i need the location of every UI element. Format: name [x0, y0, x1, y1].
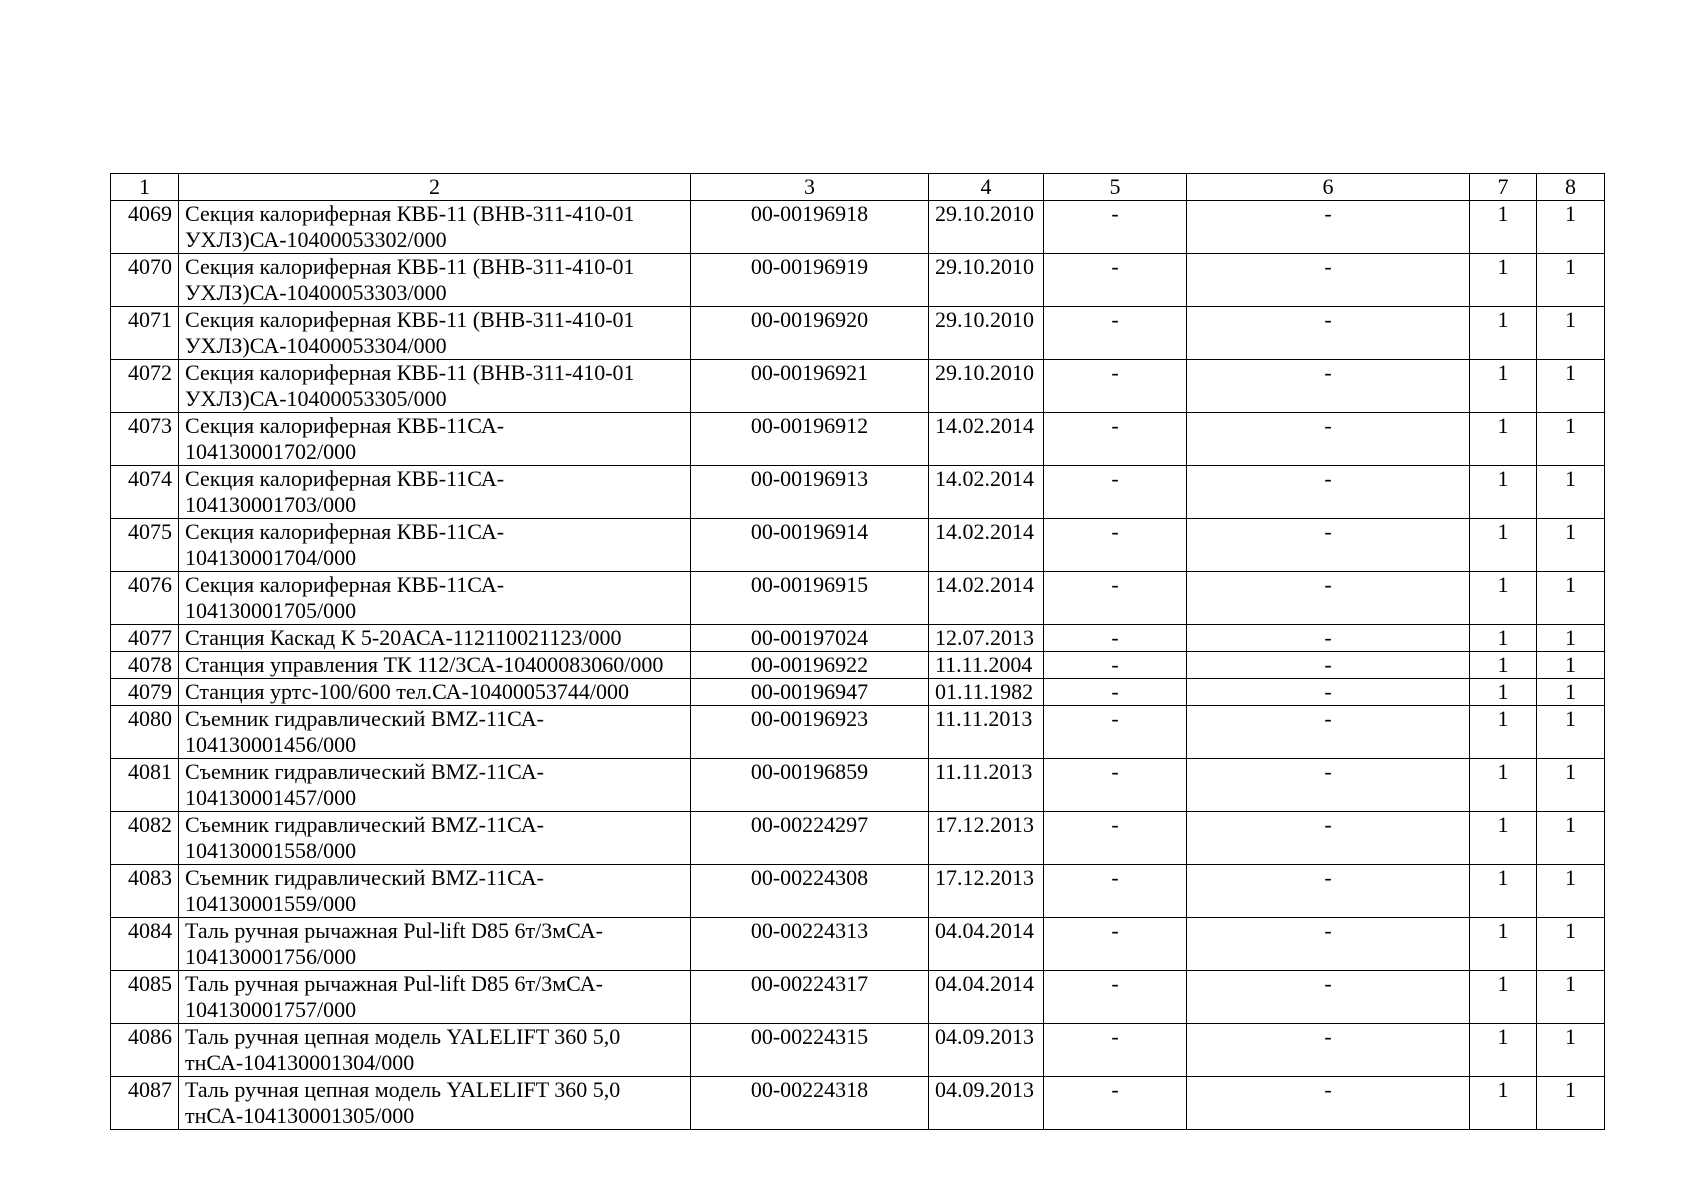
table-row	[111, 706, 1605, 759]
item-name	[179, 1024, 691, 1077]
column-5-cell: -	[1044, 652, 1187, 679]
date-cell: 04.09.2013	[929, 1077, 1044, 1130]
item-name	[179, 254, 691, 307]
date-cell: 17.12.2013	[929, 865, 1044, 918]
column-8-cell: 1	[1537, 918, 1605, 971]
column-8-cell: 1	[1537, 466, 1605, 519]
row-number: 4085	[111, 971, 179, 1024]
item-name-line-2: УХЛЗ)СА-10400053303/000	[185, 280, 447, 305]
date-cell: 14.02.2014	[929, 519, 1044, 572]
item-name-line-1: Секция калориферная КВБ-11СА-	[185, 413, 505, 438]
table-row	[111, 679, 1605, 706]
column-6-cell: -	[1187, 360, 1470, 413]
item-name-line-2: 104130001756/000	[185, 944, 357, 969]
table-row	[111, 466, 1605, 519]
inventory-number: 00-00196921	[691, 360, 929, 413]
column-7-cell: 1	[1470, 201, 1537, 254]
table-row	[111, 519, 1605, 572]
table-row	[111, 652, 1605, 679]
table-body	[111, 201, 1605, 1130]
date-cell: 11.11.2013	[929, 759, 1044, 812]
column-6-cell: -	[1187, 1077, 1470, 1130]
column-6-cell: -	[1187, 918, 1470, 971]
date-cell: 12.07.2013	[929, 625, 1044, 652]
row-number: 4073	[111, 413, 179, 466]
inventory-number: 00-00196915	[691, 572, 929, 625]
item-name-line-1: Секция калориферная КВБ-11СА-	[185, 519, 505, 544]
row-number: 4086	[111, 1024, 179, 1077]
item-name-line-2: 104130001457/000	[185, 785, 357, 810]
inventory-number: 00-00196914	[691, 519, 929, 572]
date-cell: 29.10.2010	[929, 201, 1044, 254]
column-6-cell: -	[1187, 519, 1470, 572]
column-5-cell: -	[1044, 254, 1187, 307]
item-name-line-2: тнСА-104130001305/000	[185, 1103, 415, 1128]
column-6-cell: -	[1187, 679, 1470, 706]
inventory-number: 00-00196913	[691, 466, 929, 519]
column-5-cell: -	[1044, 812, 1187, 865]
row-number: 4076	[111, 572, 179, 625]
table-row	[111, 572, 1605, 625]
inventory-number: 00-00196918	[691, 201, 929, 254]
item-name	[179, 413, 691, 466]
item-name-line-2: 104130001702/000	[185, 439, 357, 464]
inventory-number: 00-00196947	[691, 679, 929, 706]
row-number: 4075	[111, 519, 179, 572]
column-5-cell: -	[1044, 360, 1187, 413]
column-6-cell: -	[1187, 572, 1470, 625]
row-number: 4087	[111, 1077, 179, 1130]
column-8-cell: 1	[1537, 759, 1605, 812]
column-8-cell: 1	[1537, 1024, 1605, 1077]
item-name-line-1: Станция управления ТК 112/3СА-10400083060/000	[185, 652, 664, 677]
column-6-cell: -	[1187, 413, 1470, 466]
table-row	[111, 254, 1605, 307]
date-cell: 11.11.2004	[929, 652, 1044, 679]
column-7-cell: 1	[1470, 679, 1537, 706]
item-name	[179, 865, 691, 918]
row-number: 4078	[111, 652, 179, 679]
date-cell: 11.11.2013	[929, 706, 1044, 759]
column-5-cell: -	[1044, 413, 1187, 466]
item-name-line-2: 104130001559/000	[185, 891, 357, 916]
header-cell-8: 8	[1537, 174, 1605, 201]
column-7-cell: 1	[1470, 307, 1537, 360]
column-5-cell: -	[1044, 572, 1187, 625]
column-6-cell: -	[1187, 865, 1470, 918]
inventory-number: 00-00196923	[691, 706, 929, 759]
column-8-cell: 1	[1537, 652, 1605, 679]
item-name-line-1: Секция калориферная КВБ-11СА-	[185, 466, 505, 491]
table-row	[111, 1024, 1605, 1077]
item-name-line-1: Секция калориферная КВБ-11 (ВНВ-311-410-01	[185, 360, 635, 385]
header-cell-3: 3	[691, 174, 929, 201]
table-row	[111, 1077, 1605, 1130]
item-name-line-1: Секция калориферная КВБ-11СА-	[185, 572, 505, 597]
item-name	[179, 572, 691, 625]
date-cell: 04.09.2013	[929, 1024, 1044, 1077]
row-number: 4081	[111, 759, 179, 812]
column-5-cell: -	[1044, 307, 1187, 360]
item-name	[179, 201, 691, 254]
item-name-line-1: Съемник гидравлический BMZ-11СА-	[185, 812, 544, 837]
column-8-cell: 1	[1537, 971, 1605, 1024]
table-row	[111, 201, 1605, 254]
item-name-line-2: УХЛЗ)СА-10400053304/000	[185, 333, 447, 358]
column-6-cell: -	[1187, 1024, 1470, 1077]
column-7-cell: 1	[1470, 706, 1537, 759]
column-7-cell: 1	[1470, 572, 1537, 625]
column-7-cell: 1	[1470, 360, 1537, 413]
column-6-cell: -	[1187, 759, 1470, 812]
date-cell: 29.10.2010	[929, 254, 1044, 307]
column-8-cell: 1	[1537, 201, 1605, 254]
item-name-line-1: Съемник гидравлический BMZ-11СА-	[185, 759, 544, 784]
item-name	[179, 652, 691, 679]
date-cell: 29.10.2010	[929, 307, 1044, 360]
item-name-line-1: Таль ручная рычажная Pul-lift D85 6т/3мСА-	[185, 918, 603, 943]
date-cell: 01.11.1982	[929, 679, 1044, 706]
column-8-cell: 1	[1537, 706, 1605, 759]
item-name-line-1: Съемник гидравлический BMZ-11СА-	[185, 865, 544, 890]
column-6-cell: -	[1187, 201, 1470, 254]
inventory-number: 00-00224313	[691, 918, 929, 971]
item-name	[179, 625, 691, 652]
row-number: 4069	[111, 201, 179, 254]
item-name	[179, 466, 691, 519]
inventory-number: 00-00196912	[691, 413, 929, 466]
column-8-cell: 1	[1537, 360, 1605, 413]
item-name-line-2: 104130001757/000	[185, 997, 357, 1022]
item-name	[179, 812, 691, 865]
column-6-cell: -	[1187, 254, 1470, 307]
column-5-cell: -	[1044, 971, 1187, 1024]
column-8-cell: 1	[1537, 254, 1605, 307]
column-5-cell: -	[1044, 1077, 1187, 1130]
inventory-number: 00-00196859	[691, 759, 929, 812]
row-number: 4082	[111, 812, 179, 865]
row-number: 4074	[111, 466, 179, 519]
header-cell-4: 4	[929, 174, 1044, 201]
column-7-cell: 1	[1470, 625, 1537, 652]
column-8-cell: 1	[1537, 519, 1605, 572]
column-5-cell: -	[1044, 625, 1187, 652]
column-5-cell: -	[1044, 466, 1187, 519]
column-7-cell: 1	[1470, 466, 1537, 519]
inventory-number: 00-00224297	[691, 812, 929, 865]
table-row	[111, 759, 1605, 812]
table-row	[111, 307, 1605, 360]
column-7-cell: 1	[1470, 1024, 1537, 1077]
column-7-cell: 1	[1470, 971, 1537, 1024]
item-name-line-1: Станция Каскад К 5-20АСА-112110021123/000	[185, 625, 622, 650]
column-6-cell: -	[1187, 466, 1470, 519]
table-row	[111, 865, 1605, 918]
table-row	[111, 360, 1605, 413]
item-name-line-2: 104130001703/000	[185, 492, 357, 517]
inventory-number: 00-00224308	[691, 865, 929, 918]
item-name-line-2: 104130001456/000	[185, 732, 357, 757]
header-row	[111, 174, 1605, 201]
column-6-cell: -	[1187, 652, 1470, 679]
item-name	[179, 759, 691, 812]
column-5-cell: -	[1044, 706, 1187, 759]
item-name-line-2: 104130001704/000	[185, 545, 357, 570]
inventory-number: 00-00196920	[691, 307, 929, 360]
column-5-cell: -	[1044, 865, 1187, 918]
item-name	[179, 918, 691, 971]
column-5-cell: -	[1044, 519, 1187, 572]
row-number: 4077	[111, 625, 179, 652]
column-8-cell: 1	[1537, 812, 1605, 865]
item-name	[179, 360, 691, 413]
item-name	[179, 1077, 691, 1130]
row-number: 4084	[111, 918, 179, 971]
column-7-cell: 1	[1470, 254, 1537, 307]
date-cell: 17.12.2013	[929, 812, 1044, 865]
column-6-cell: -	[1187, 971, 1470, 1024]
column-6-cell: -	[1187, 706, 1470, 759]
inventory-table	[110, 173, 1605, 1130]
row-number: 4079	[111, 679, 179, 706]
item-name	[179, 706, 691, 759]
table-row	[111, 625, 1605, 652]
inventory-number: 00-00224318	[691, 1077, 929, 1130]
inventory-number: 00-00224317	[691, 971, 929, 1024]
item-name	[179, 307, 691, 360]
inventory-number: 00-00196919	[691, 254, 929, 307]
column-7-cell: 1	[1470, 413, 1537, 466]
row-number: 4071	[111, 307, 179, 360]
table-row	[111, 812, 1605, 865]
item-name-line-1: Секция калориферная КВБ-11 (ВНВ-311-410-01	[185, 201, 635, 226]
item-name-line-1: Съемник гидравлический BMZ-11СА-	[185, 706, 544, 731]
item-name	[179, 971, 691, 1024]
item-name-line-2: УХЛЗ)СА-10400053305/000	[185, 386, 447, 411]
column-5-cell: -	[1044, 759, 1187, 812]
column-6-cell: -	[1187, 625, 1470, 652]
column-8-cell: 1	[1537, 625, 1605, 652]
column-6-cell: -	[1187, 812, 1470, 865]
column-5-cell: -	[1044, 679, 1187, 706]
header-cell-1: 1	[111, 174, 179, 201]
column-8-cell: 1	[1537, 307, 1605, 360]
item-name	[179, 679, 691, 706]
date-cell: 29.10.2010	[929, 360, 1044, 413]
column-5-cell: -	[1044, 201, 1187, 254]
date-cell: 14.02.2014	[929, 413, 1044, 466]
column-7-cell: 1	[1470, 652, 1537, 679]
inventory-number: 00-00197024	[691, 625, 929, 652]
table-row	[111, 971, 1605, 1024]
column-7-cell: 1	[1470, 1077, 1537, 1130]
item-name-line-1: Секция калориферная КВБ-11 (ВНВ-311-410-01	[185, 254, 635, 279]
column-8-cell: 1	[1537, 1077, 1605, 1130]
item-name-line-1: Таль ручная цепная модель YALELIFT 360 5,0	[185, 1024, 621, 1049]
column-6-cell: -	[1187, 307, 1470, 360]
inventory-number: 00-00196922	[691, 652, 929, 679]
column-7-cell: 1	[1470, 519, 1537, 572]
table-row	[111, 918, 1605, 971]
column-7-cell: 1	[1470, 918, 1537, 971]
column-8-cell: 1	[1537, 865, 1605, 918]
header-cell-7: 7	[1470, 174, 1537, 201]
row-number: 4080	[111, 706, 179, 759]
table-row	[111, 413, 1605, 466]
column-7-cell: 1	[1470, 865, 1537, 918]
item-name-line-2: 104130001558/000	[185, 838, 357, 863]
item-name-line-2: тнСА-104130001304/000	[185, 1050, 415, 1075]
item-name-line-1: Секция калориферная КВБ-11 (ВНВ-311-410-01	[185, 307, 635, 332]
item-name-line-2: УХЛЗ)СА-10400053302/000	[185, 227, 447, 252]
row-number: 4072	[111, 360, 179, 413]
date-cell: 14.02.2014	[929, 572, 1044, 625]
item-name-line-2: 104130001705/000	[185, 598, 357, 623]
column-8-cell: 1	[1537, 679, 1605, 706]
column-8-cell: 1	[1537, 572, 1605, 625]
column-8-cell: 1	[1537, 413, 1605, 466]
date-cell: 14.02.2014	[929, 466, 1044, 519]
column-7-cell: 1	[1470, 759, 1537, 812]
date-cell: 04.04.2014	[929, 918, 1044, 971]
header-cell-6: 6	[1187, 174, 1470, 201]
item-name-line-1: Таль ручная цепная модель YALELIFT 360 5,0	[185, 1077, 621, 1102]
row-number: 4083	[111, 865, 179, 918]
date-cell: 04.04.2014	[929, 971, 1044, 1024]
header-cell-5: 5	[1044, 174, 1187, 201]
column-5-cell: -	[1044, 918, 1187, 971]
item-name-line-1: Таль ручная рычажная Pul-lift D85 6т/3мСА-	[185, 971, 603, 996]
column-7-cell: 1	[1470, 812, 1537, 865]
header-cell-2: 2	[179, 174, 691, 201]
inventory-number: 00-00224315	[691, 1024, 929, 1077]
row-number: 4070	[111, 254, 179, 307]
item-name	[179, 519, 691, 572]
column-5-cell: -	[1044, 1024, 1187, 1077]
item-name-line-1: Станция уртс-100/600 тел.СА-10400053744/000	[185, 679, 630, 704]
